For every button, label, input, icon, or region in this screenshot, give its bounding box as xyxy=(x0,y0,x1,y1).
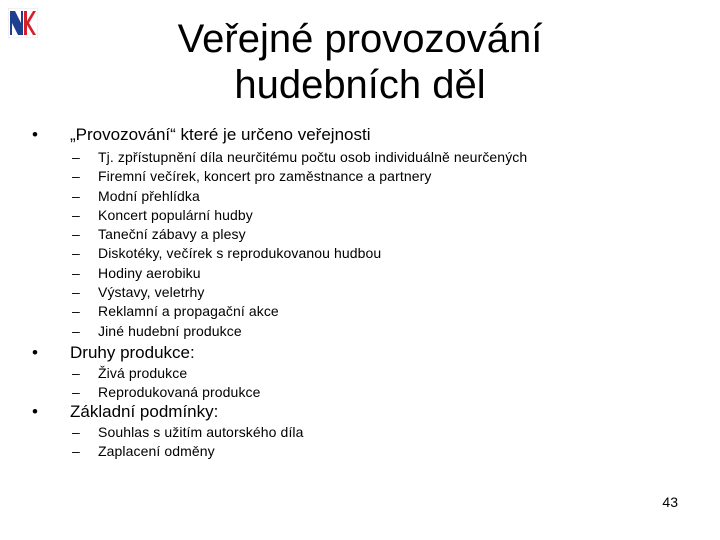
section-list-provozovani xyxy=(72,148,527,341)
section-heading-text: Druhy produkce: xyxy=(70,343,195,362)
bullet-icon: • xyxy=(32,402,38,421)
dash-icon: – xyxy=(72,284,80,301)
section-heading-podminky xyxy=(32,402,218,422)
dash-icon: – xyxy=(72,149,80,165)
list-item: – Modní přehlídka xyxy=(72,187,527,206)
dash-icon: – xyxy=(72,226,80,243)
dash-icon: – xyxy=(72,384,80,401)
section-heading-text: „Provozování“ které je určeno veřejnosti xyxy=(70,125,371,144)
list-item: – Souhlas s užitím autorského díla xyxy=(72,423,304,442)
dash-icon: – xyxy=(72,264,80,281)
section-list-podminky xyxy=(72,423,304,462)
list-item: – Taneční zábavy a plesy xyxy=(72,225,527,244)
list-item: – Firemní večírek, koncert pro zaměstnance a partnery xyxy=(72,167,527,186)
dash-icon: – xyxy=(72,187,80,204)
section-list-druhy xyxy=(72,364,261,403)
dash-icon: – xyxy=(72,365,80,381)
list-item: – Diskotéky, večírek s reprodukovanou hudbou xyxy=(72,244,527,263)
page-number: 43 xyxy=(662,494,678,510)
dash-icon: – xyxy=(72,206,80,223)
list-item: – Výstavy, veletrhy xyxy=(72,283,527,302)
title-line-2: hudebních děl xyxy=(234,63,486,107)
bullet-icon: • xyxy=(32,125,38,144)
section-heading-provozovani xyxy=(32,125,370,145)
dash-icon: – xyxy=(72,322,80,339)
list-item: – Jiné hudební produkce xyxy=(72,322,527,341)
dash-icon: – xyxy=(72,424,80,440)
bullet-icon: • xyxy=(32,343,38,362)
list-item: – Reprodukovaná produkce xyxy=(72,383,261,402)
dash-icon: – xyxy=(72,443,80,460)
dash-icon: – xyxy=(72,303,80,320)
dash-icon: – xyxy=(72,245,80,262)
dash-icon: – xyxy=(72,168,80,185)
list-item: – Koncert populární hudby xyxy=(72,206,527,225)
list-item: – Reklamní a propagační akce xyxy=(72,302,527,321)
list-item: – Zaplacení odměny xyxy=(72,442,304,461)
title-line-1: Veřejné provozování xyxy=(177,17,543,61)
section-heading-druhy xyxy=(32,343,195,363)
list-item: – Živá produkce xyxy=(72,364,261,383)
list-item: – Tj. zpřístupnění díla neurčitému počtu osob individuálně neurčených xyxy=(72,148,527,167)
list-item: – Hodiny aerobiku xyxy=(72,264,527,283)
section-heading-text: Základní podmínky: xyxy=(70,402,219,421)
